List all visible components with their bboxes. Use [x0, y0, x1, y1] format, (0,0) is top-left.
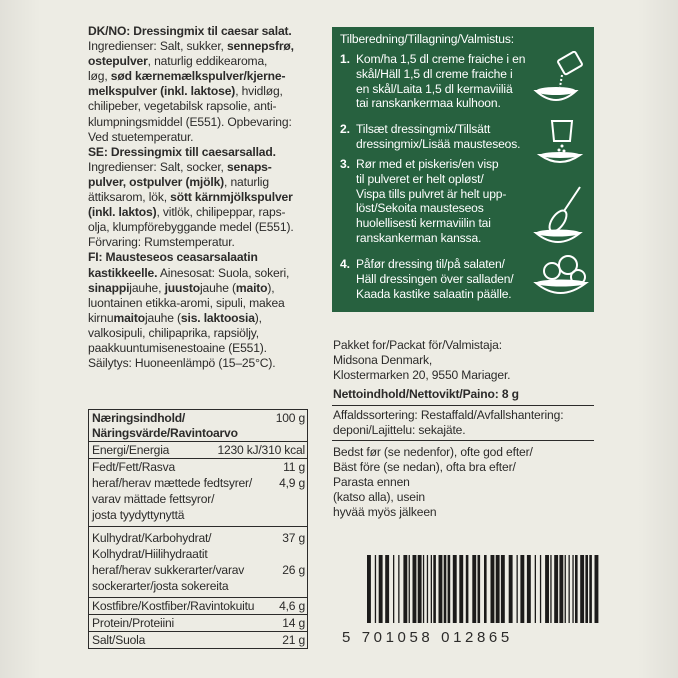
- barcode-bar: [572, 555, 573, 623]
- fi-line: kirnumaitojauhe (sis. laktoosia),: [88, 310, 262, 325]
- salad-bowl-icon: [532, 245, 592, 305]
- nutrition-label: heraf/herav sukkerarter/varav: [92, 563, 245, 577]
- barcode-bar: [491, 555, 495, 623]
- nutrition-header-value: 100 g: [275, 411, 305, 425]
- nutrition-label: Protein/Proteiini: [92, 616, 174, 630]
- barcode-bar: [413, 555, 417, 623]
- nutrition-label: varav mättade fettsyror/: [92, 492, 215, 506]
- nutrition-header-line2: Näringsvärde/Ravintoarvo: [92, 426, 238, 440]
- nutrition-value: 4,9 g: [279, 476, 305, 490]
- packer-line: Midsona Denmark,: [333, 353, 433, 367]
- nutrition-header-line1: Næringsindhold/: [92, 411, 186, 425]
- se-line: olja, klumpförebyggande medel (E551).: [88, 220, 294, 235]
- dk-line: løg, sød kærnemælkspulver/kjerne-: [88, 69, 286, 84]
- ingredients-column: [88, 24, 324, 371]
- nutrition-label: Kostfibre/Kostfiber/Ravintokuitu: [92, 599, 255, 613]
- barcode-bar: [433, 555, 436, 623]
- se-line: Förvaring: Rumstemperatur.: [88, 235, 235, 250]
- barcode-bar: [595, 555, 599, 623]
- divider: [332, 405, 594, 406]
- barcode-bar: [484, 555, 487, 623]
- whisk-in-bowl-icon: [532, 185, 590, 249]
- nutrition-row: [89, 442, 307, 458]
- dk-line: ostepulver, naturlig eddikearoma,: [88, 54, 268, 69]
- nutrition-label: Energi/Energia: [92, 443, 170, 457]
- dk-line: melkspulver (inkl. laktose), hvidløg,: [88, 84, 283, 99]
- nutrition-row: [89, 507, 307, 526]
- nutrition-value: 1230 kJ/310 kcal: [217, 443, 305, 457]
- nutrition-label: Salt/Suola: [92, 633, 146, 647]
- barcode-bar: [580, 555, 584, 623]
- barcode: [365, 555, 603, 627]
- dk-line: Ingredienser: Salt, sukker, sennepsfrø,: [88, 39, 294, 54]
- barcode-bar: [459, 555, 463, 623]
- fi-line: Säilytys: Huoneenlämpö (15–25°C).: [88, 356, 276, 371]
- nutrition-label: heraf/herav mættede fedtsyrer/: [92, 476, 253, 490]
- nutrition-value: 21 g: [282, 633, 305, 647]
- barcode-bar: [409, 555, 410, 623]
- jar-pouring-into-bowl-icon: [530, 51, 590, 111]
- nutrition-row: [89, 546, 307, 562]
- best-before-info: Bedst før (se nedenfor), ofte god efter/ Bäst före (se nedan), ofta bra efter/ Parasta ennen (katso alla), usein hyvää myös jälkeen: [333, 445, 533, 519]
- net-content: Nettoindhold/Nettovikt/Paino: 8 g: [333, 387, 519, 401]
- barcode-bar: [517, 555, 518, 623]
- nutrition-value: 4,6 g: [279, 599, 305, 613]
- barcode-bar: [439, 555, 443, 623]
- prep-step-4: 4. Påfør dressing til/på salaten/ Häll dressingen över salladen/ Kaada kastike salaatin päälle.: [340, 257, 514, 301]
- barcode-bar: [540, 555, 541, 623]
- nutrition-header: [89, 410, 307, 442]
- barcode-bar: [496, 555, 500, 623]
- dk-section: [88, 24, 324, 145]
- barcode-bar: [423, 555, 424, 623]
- se-title: SE: Dressingmix till caesarsallad.: [88, 144, 276, 159]
- barcode-bar: [448, 555, 451, 623]
- nutrition-label: sockerarter/josta sokereita: [92, 579, 229, 593]
- barcode-bar: [520, 555, 524, 623]
- preparation-panel: [332, 27, 594, 312]
- dk-line: klumpningsmiddel (E551). Opbevaring:: [88, 114, 292, 129]
- fi-line: luontainen etikka-aromi, sipuli, makea: [88, 295, 285, 310]
- dk-line: Ved stuetemperatur.: [88, 129, 194, 144]
- se-line: ättiksarom, lök, sött kärnmjölkspulver: [88, 190, 293, 205]
- barcode-bar: [527, 555, 531, 623]
- nutrition-value: 14 g: [282, 616, 305, 630]
- dk-title: DK/NO: Dressingmix til caesar salat.: [88, 24, 292, 38]
- fi-line: kastikkeelle. Ainesosat: Suola, sokeri,: [88, 265, 290, 280]
- nutrition-value: 37 g: [282, 531, 305, 545]
- barcode-bar: [501, 555, 505, 623]
- se-line: pulver, ostpulver (mjölk), naturlig: [88, 174, 269, 189]
- se-line: (inkl. laktos), vitlök, chilipeppar, raps-: [88, 205, 286, 220]
- sachet-pouring-icon: [532, 119, 590, 169]
- nutrition-row: [89, 458, 307, 475]
- barcode-number: 5 701058 012865: [342, 629, 513, 646]
- barcode-bar: [427, 555, 428, 623]
- barcode-bar: [379, 555, 383, 623]
- barcode-bar: [385, 555, 389, 623]
- divider: [332, 440, 594, 441]
- barcode-bar: [466, 555, 469, 623]
- barcode-bar: [393, 555, 394, 623]
- se-line: Ingredienser: Salt, socker, senaps-: [88, 159, 272, 174]
- waste-info: Affaldssortering: Restaffald/Avfallshantering: deponi/Lajittelu: sekajäte.: [333, 408, 564, 437]
- barcode-bar: [575, 555, 578, 623]
- barcode-bar: [554, 555, 558, 623]
- barcode-bar: [398, 555, 399, 623]
- fi-title: FI: Mausteseos ceasarsalaatin: [88, 250, 258, 265]
- barcode-bar: [565, 555, 566, 623]
- barcode-bar: [472, 555, 476, 623]
- barcode-bar: [509, 555, 513, 623]
- packer-line: Pakket for/Packat för/Valmistaja:: [333, 338, 502, 352]
- barcode-bar: [569, 555, 570, 623]
- nutrition-table: [88, 409, 308, 649]
- nutrition-row: [89, 475, 307, 491]
- barcode-bar: [585, 555, 588, 623]
- barcode-bar: [418, 555, 422, 623]
- nutrition-label: Fedt/Fett/Rasva: [92, 460, 176, 474]
- barcode-bar: [431, 555, 432, 623]
- prep-step-3: 3. Rør med et piskeris/en visp til pulveret er helt opløst/ Vispa tills pulvret är helt upp- löst/Sekoita mausteseos huolellisesti kermaviilin tai ranskankerman kanssa.: [340, 157, 507, 245]
- barcode-bar: [444, 555, 447, 623]
- barcode-bar: [589, 555, 592, 623]
- barcode-bar: [535, 555, 536, 623]
- barcode-bar: [559, 555, 563, 623]
- fi-line: sinappijauhe, juustojauhe (maito),: [88, 280, 275, 295]
- packer-info: [333, 338, 593, 383]
- nutrition-value: 26 g: [282, 563, 305, 577]
- packer-line: Klostermarken 20, 9550 Mariager.: [333, 368, 511, 382]
- dk-line: chilipeber, vegetabilsk rapsolie, anti-: [88, 99, 277, 114]
- nutrition-label: josta tyydyttynyttä: [92, 508, 185, 522]
- se-section: [88, 145, 324, 251]
- barcode-bar: [375, 555, 376, 623]
- nutrition-row: [89, 562, 307, 578]
- preparation-title: Tilberedning/Tillagning/Valmistus:: [340, 32, 514, 46]
- nutrition-row: [89, 578, 307, 597]
- barcode-bar: [453, 555, 457, 623]
- nutrition-row: [89, 491, 307, 507]
- nutrition-row: [89, 614, 307, 631]
- barcode-bar: [550, 555, 551, 623]
- fi-line: paakkuuntumisenestoaine (E551).: [88, 340, 267, 355]
- nutrition-label: Kolhydrat/Hiilihydraatit: [92, 547, 208, 561]
- fi-section: [88, 250, 324, 371]
- barcode-bar: [403, 555, 407, 623]
- barcode-bar: [367, 555, 371, 623]
- fi-line: valkosipuli, chilipaprika, rapsiöljy,: [88, 325, 260, 340]
- prep-step-2: 2. Tilsæt dressingmix/Tillsätt dressingmix/Lisää mausteseos.: [340, 122, 521, 151]
- prep-step-1: 1. Kom/ha 1,5 dl creme fraiche i en skål/Häll 1,5 dl creme fraiche i en skål/Laita 1,5 dl kermaviiliä tai ranskankermaa kulhoon.: [340, 52, 526, 111]
- nutrition-row: [89, 631, 307, 648]
- barcode-bar: [545, 555, 549, 623]
- nutrition-row: [89, 526, 307, 546]
- nutrition-value: 11 g: [283, 460, 305, 474]
- nutrition-label: Kulhydrat/Karbohydrat/: [92, 531, 212, 545]
- nutrition-row: [89, 597, 307, 614]
- barcode-bar: [478, 555, 481, 623]
